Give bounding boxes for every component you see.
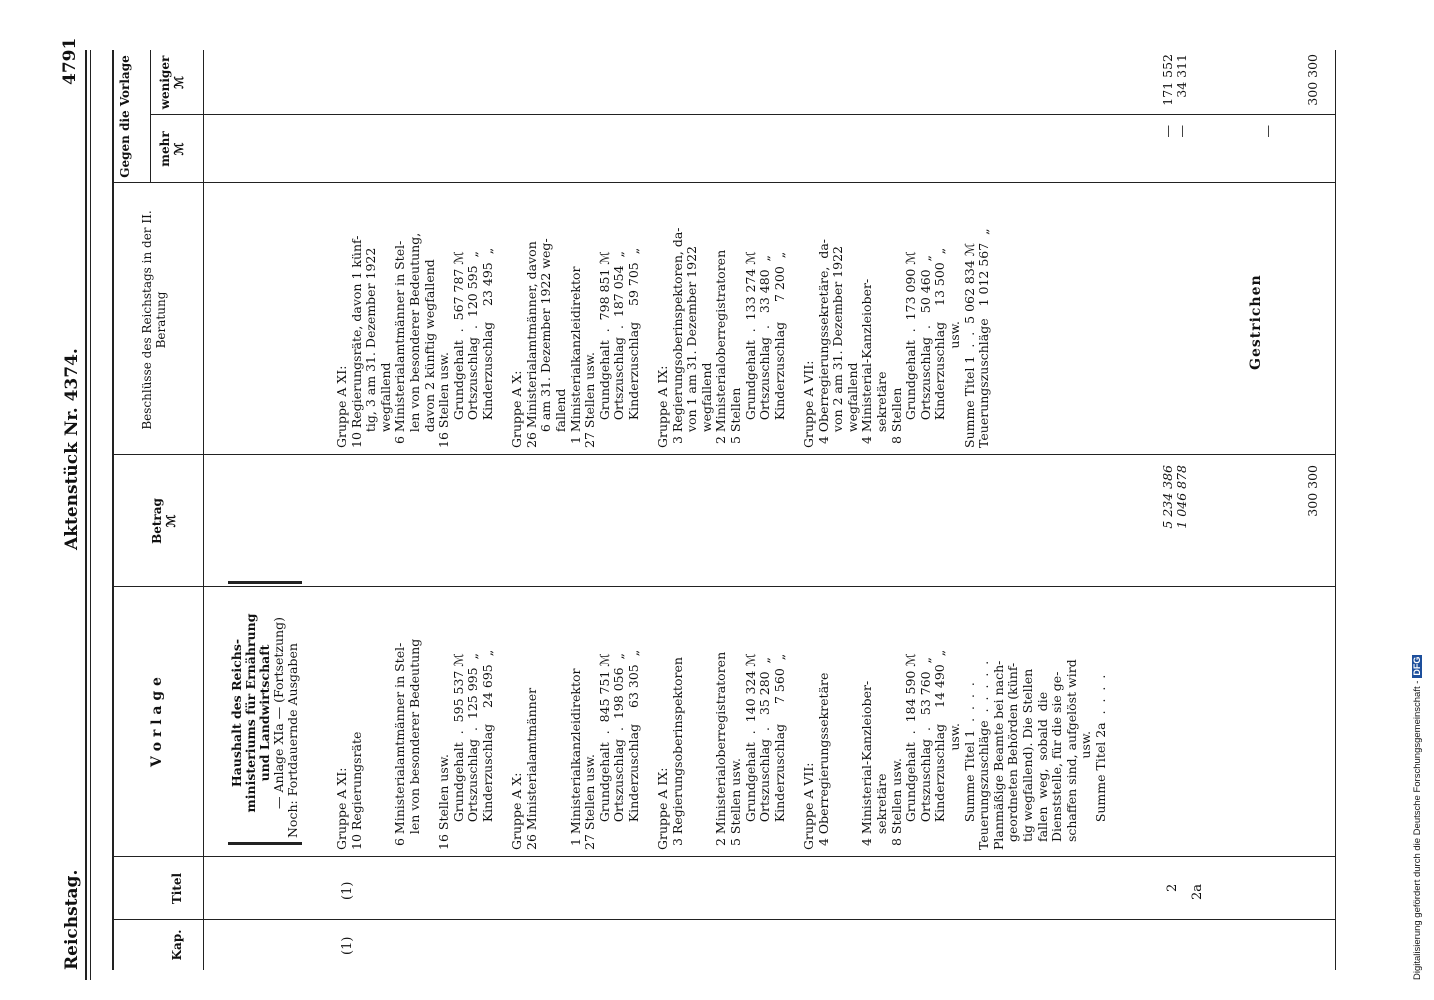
vorlage-line: tig wegfallend). Die Stellen [1019, 668, 1035, 850]
beschluesse-line: len von besonderer Bedeutung, [406, 232, 422, 448]
beschluesse-line: von 2 am 31. Dezember 1922 [830, 246, 846, 448]
vorlage-line [496, 590, 511, 850]
dfg-credit [1412, 20, 1423, 980]
col-betrag-label: Betrag [150, 498, 164, 544]
beschluesse-line: sekretäre [873, 371, 889, 448]
vorlage-line: Ortszuschlag . 125 995 „ [465, 652, 481, 850]
beschluesse-line: 26 Ministerialamtmänner, davon [523, 241, 539, 448]
heading-line4: — Anlage XIa — (Fortsetzung) [271, 617, 286, 809]
vorlage-line: Gruppe A X: [509, 772, 525, 850]
col-weniger [158, 50, 186, 115]
vorlage-line [364, 590, 379, 850]
vorlage-line: Kinderzuschlag 63 305 „ [625, 649, 641, 850]
vorlage-line: sekretäre [873, 773, 889, 850]
beschluesse-line: 16 Stellen usw. [436, 352, 452, 448]
vorlage-line: 10 Regierungsräte [348, 731, 364, 850]
header-left: Reichstag. [62, 869, 82, 970]
mehr-value-1: — [1160, 125, 1175, 138]
divider-titel [112, 856, 1336, 857]
vorlage-line: 27 Stellen usw. [582, 754, 598, 850]
vorlage-line [539, 590, 554, 850]
divider-mehr [150, 114, 1336, 115]
beschluesse-line: 4 Ministerial-Kanzleiober- [859, 278, 875, 448]
beschluesse-line: Grundgehalt . 567 787 ℳ [450, 251, 466, 448]
col-vorlage: V o r l a g e [149, 677, 165, 767]
vorlage-line [641, 590, 656, 850]
beschluesse-line: Ortszuschlag . 120 595 „ [465, 250, 481, 448]
col-betrag [150, 455, 178, 587]
vorlage-line [831, 590, 846, 850]
vorlage-line: Grundgehalt . 140 324 ℳ [742, 653, 758, 850]
credit-text: Digitalisierung gefördert durch die Deutsche Forschungsgemeinschaft - [1412, 680, 1423, 980]
vorlage-line [787, 590, 802, 850]
beschluesse-line: Grundgehalt . 798 851 ℳ [596, 251, 612, 448]
vorlage-line: Planmäßige Beamte bei nach- [990, 660, 1006, 850]
vorlage-line: schaffen sind, aufgelöst wird [1063, 659, 1079, 850]
beschluesse-line: fallend [552, 388, 568, 448]
page-number: 4791 [60, 37, 80, 85]
beschluesse-line [787, 186, 802, 448]
vorlage-line: usw. [1078, 730, 1094, 850]
vorlage-line [554, 590, 569, 850]
vorlage-line: Grundgehalt . 845 751 ℳ [596, 653, 612, 850]
vorlage-line [379, 590, 394, 850]
beschluesse-line: von 1 am 31. Dezember 1922 [684, 246, 700, 448]
header-rule [85, 50, 87, 980]
vorlage-line: 26 Ministerialamtmänner [523, 687, 539, 850]
beschluesse-line: wegfallend [698, 362, 714, 448]
vorlage-line: fallen weg, sobald die [1034, 691, 1050, 850]
col-mehr-label: mehr [158, 131, 172, 167]
vorlage-line: 1 Ministerialkanzleidirektor [567, 668, 583, 850]
beschluesse-line: 5 Stellen [728, 387, 744, 448]
beschluesse-line: 2 Ministerialoberregistratoren [713, 249, 729, 448]
vorlage-line: Grundgehalt . 184 590 ℳ [903, 653, 919, 850]
beschluesse-line: wegfallend [377, 362, 393, 448]
vorlage-line [685, 590, 700, 850]
gestrichen-label: Gestrichen [1248, 274, 1264, 370]
vorlage-line: Gruppe A IX: [655, 767, 671, 850]
beschluesse-line: Gruppe A IX: [655, 365, 671, 448]
beschluesse-line: Gruppe A VII: [801, 360, 816, 448]
vorlage-heading [228, 581, 302, 845]
divider-betrag [112, 454, 1336, 455]
table-top-rule [112, 50, 114, 970]
beschluesse-line: Kinderzuschlag 7 200 „ [771, 251, 787, 448]
heading-line3: und Landwirtschaft [257, 644, 272, 782]
header-rule-2 [90, 50, 91, 980]
heading-line5: Noch: Fortdauernde Ausgaben [285, 643, 300, 838]
beschluesse-line: Ortszuschlag . 187 054 „ [611, 250, 627, 448]
vorlage-line: Gruppe A VII: [801, 762, 816, 850]
vorlage-line: Kinderzuschlag 24 695 „ [479, 649, 495, 850]
vorlage-line: Gruppe A XI: [334, 767, 349, 850]
beschluesse-line: 6 am 31. Dezember 1922 weg- [538, 238, 554, 448]
vorlage-line: Ortszuschlag . 35 280 „ [757, 656, 773, 850]
vorlage-line: 2 Ministerialoberregistratoren [713, 651, 729, 850]
divider-kap [112, 919, 1336, 920]
vorlage-text [335, 590, 1108, 850]
beschluesse-line: 4 Oberregierungssekretäre, da- [815, 239, 831, 448]
titel-label: (1) [340, 881, 355, 900]
weniger-value-1: 171 552 [1160, 54, 1175, 106]
beschluesse-line [641, 186, 656, 448]
betrag-teuerung: 1 046 878 [1174, 465, 1189, 529]
beschluesse-line: 8 Stellen [888, 387, 904, 448]
gegen-sub-rule [150, 50, 151, 183]
kap2-label: 2 [1165, 883, 1180, 892]
kap-label: (1) [340, 936, 355, 955]
col-gegen: Gegen die Vorlage [118, 55, 132, 178]
beschluesse-line: wegfallend [844, 362, 860, 448]
beschluesse-line: Gruppe A XI: [334, 365, 349, 448]
beschluesse-line: 27 Stellen usw. [582, 352, 598, 448]
col-mehr [158, 115, 186, 183]
beschluesse-line: Ortszuschlag . 33 480 „ [757, 254, 773, 448]
beschluesse-line: usw. [946, 321, 962, 448]
dfg-logo: DFG [1412, 656, 1422, 676]
betrag-summe-titel-1: 5 234 386 [1160, 465, 1175, 529]
weniger-value-3: 300 300 [1305, 54, 1320, 106]
beschluesse-line: 1 Ministerialkanzleidirektor [567, 266, 583, 448]
col-mehr-unit: ℳ [172, 142, 186, 156]
vorlage-line: geordneten Behörden (künf- [1005, 662, 1021, 850]
vorlage-line: Grundgehalt . 595 537 ℳ [450, 653, 466, 850]
vorlage-line: Summe Titel 1 . . . . [961, 682, 977, 850]
vorlage-line: Dienststelle, für die sie ge- [1049, 671, 1065, 850]
vorlage-line: 4 Ministerial-Kanzleiober- [859, 680, 875, 850]
betrag-summe-titel-2a: 300 300 [1305, 465, 1320, 517]
beschluesse-line: Kinderzuschlag 13 500 „ [932, 247, 948, 448]
vorlage-line [846, 590, 861, 850]
vorlage-line [423, 590, 438, 850]
mehr-value-3: — [1260, 125, 1275, 138]
beschluesse-text [335, 186, 992, 448]
vorlage-line: usw. [946, 723, 962, 850]
vorlage-line: Summe Titel 2a . . . . [1092, 674, 1108, 850]
beschluesse-line: tig, 3 am 31. Dezember 1922 [363, 247, 379, 448]
vorlage-line: Kinderzuschlag 14 490 „ [932, 649, 948, 850]
column-header-rule [203, 50, 204, 970]
col-weniger-label: weniger [158, 55, 172, 110]
beschluesse-line: Grundgehalt . 173 090 ℳ [903, 251, 919, 448]
beschluesse-line: Grundgehalt . 133 274 ℳ [742, 251, 758, 448]
beschluesse-line: davon 2 künftig wegfallend [421, 259, 437, 448]
beschluesse-line: Gruppe A X: [509, 370, 525, 448]
beschluesse-line: Teuerungszuschläge 1 012 567 „ [976, 228, 992, 448]
vorlage-line: len von besonderer Bedeutung [406, 638, 422, 850]
col-beschluesse: Beschlüsse des Reichstags in der II. Beratung [140, 210, 168, 430]
col-weniger-unit: ℳ [172, 76, 186, 89]
heading-line2: ministeriums für Ernährung [243, 613, 258, 813]
beschluesse-line: Kinderzuschlag 23 495 „ [479, 247, 495, 448]
beschluesse-line: 3 Regierungsoberinspektoren, da- [669, 227, 685, 448]
vorlage-line [700, 590, 715, 850]
vorlage-line: Ortszuschlag . 53 760 „ [917, 656, 933, 850]
vorlage-line: 6 Ministerialamtmänner in Stel- [392, 642, 408, 850]
weniger-value-2: 34 311 [1174, 54, 1189, 98]
col-titel: Titel [170, 872, 184, 905]
vorlage-line: 5 Stellen usw. [728, 758, 744, 850]
vorlage-line: 16 Stellen usw. [436, 754, 452, 850]
beschluesse-line [496, 186, 511, 448]
table-bottom-rule [1335, 50, 1336, 970]
beschluesse-line: Ortszuschlag . 50 460 „ [917, 254, 933, 448]
beschluesse-line: 10 Regierungsräte, davon 1 künf- [348, 235, 364, 448]
divider-beschluesse [112, 182, 1336, 183]
beschluesse-line: Summe Titel 1 . . 5 062 834 ℳ [961, 242, 977, 448]
col-kap: Kap. [170, 929, 184, 961]
vorlage-line: 3 Regierungsoberinspektoren [669, 657, 685, 850]
heading-line1: Haushalt des Reichs- [229, 638, 244, 788]
vorlage-line: 8 Stellen usw. [888, 758, 904, 850]
beschluesse-line: 6 Ministerialamtmänner in Stel- [392, 240, 408, 448]
vorlage-line: 4 Oberregierungssekretäre [815, 672, 831, 850]
col-betrag-unit: ℳ [164, 514, 178, 528]
vorlage-line: Kinderzuschlag 7 560 „ [771, 653, 787, 850]
vorlage-line: Ortszuschlag . 198 056 „ [611, 652, 627, 850]
header-title: Aktenstück Nr. 4374. [62, 348, 82, 550]
beschluesse-line: Kinderzuschlag 59 705 „ [625, 247, 641, 448]
titel2a-label: 2a [1190, 883, 1205, 900]
vorlage-line: Teuerungszuschläge . . . . . [976, 660, 992, 850]
mehr-value-2: — [1174, 125, 1189, 138]
